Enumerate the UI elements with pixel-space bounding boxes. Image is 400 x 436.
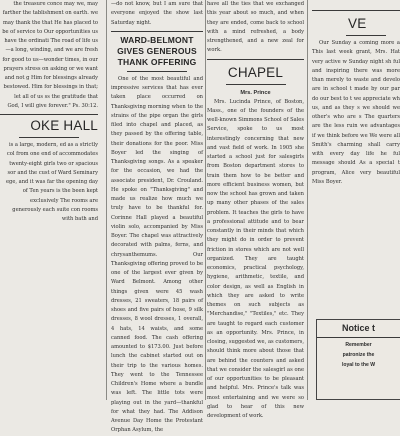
notice-line-1: Remember — [345, 342, 372, 348]
section-headline: VE — [348, 16, 367, 31]
column-rule — [106, 0, 107, 400]
article-headline-line-2: GIVES GENEROUS — [117, 45, 197, 56]
divider — [317, 337, 400, 338]
divider — [312, 10, 400, 11]
notice-box — [316, 319, 400, 400]
notice-line-2: patronize the — [342, 352, 375, 358]
column-rule — [205, 0, 206, 400]
divider — [111, 31, 203, 32]
divider — [346, 35, 386, 36]
column-3 — [207, 0, 304, 419]
notice-line-3: loyal to the W — [341, 362, 376, 368]
column-4-body: Our Sunday a coming more a This last week grant, Mrs. Hat very active w Sunday night sh ful and inspiring there was more than merely to waste and develo are in school t made by our par do our best to t we appreciate wh us, and as they s we should we other's who are s The quarters are the less ruin we advantages if we think before we We were all Smith's charming shall carry with every day life he ful message should As a special t program, Alice very beautiful Miss Boyer. — [312, 40, 400, 185]
article-byline: Mrs. Prince — [240, 89, 271, 96]
column-3-body: Mrs. Lucinda Prince, of Boston, Mass., one of the founders of the well-known Simmons School of Sales Service, spoke to us most interestingly concerning that new and vast field of work. In 1905 she started a school just for salesgirls from Boston department stores to train them how to be better and more efficient business women, but now the school has grown and taken up many other phases of the sales problem. It teaches the girls to have a professional attitude and to bear constantly in their minds that which they might do in order to prevent friction in stores which are not well organized. They are taught economics, practical psychology, hygiene, arithmetic, textile, and color design, as well as English in which they are asked to write themes on such subjects as "Merchandise," "Textiles," etc. They are taught to regard each customer as an opportunity. Mrs. Prince, in closing, suggested we, as customers, should think more about those that are behind the counters and asked that we consider the salesgirl as one of our opportunities to be pleasant and helpful. Mrs. Prince's talk was most entertaining and we were so glad to hear of this new development of work. — [207, 98, 304, 419]
section-headline: CHAPEL — [227, 64, 284, 80]
article-headline-line-1: WARD-BELMONT — [120, 34, 194, 45]
column-1 — [0, 0, 98, 400]
divider — [19, 137, 79, 138]
column-1-body: is a large, modern, ed as a strictly col from one end of accommodates twenty-eight girls two or spacious sor and the cust of Ward Seminary ege, and it was far the opening day of Ten years is the been kept exclusively The rooms are generously each suite con rooms with bath and — [5, 142, 98, 222]
divider — [226, 84, 286, 85]
column-rule — [307, 0, 308, 400]
column-1-top-text: the treasure conce may we, may farther the tablishment on earth. we may thank the that He has placed to be of service to Our opportunities us have the ordinati The road of life us—a long, winding, and we are fresh for good to us—wonder times, in our prayers stress on asking or we want and not g Him for blessings already bestowed. Him for blessings in that; let all of us ss the gratitude that — [2, 1, 98, 100]
divider — [127, 71, 187, 72]
divider — [0, 114, 98, 115]
column-1-signature: God, I will give forever." Ps. 30:12. — [7, 102, 98, 109]
column-2-top-text: —do not know, but I am sure that everyone enjoyed the show last Saturday night. — [111, 1, 203, 26]
notice-title: Notice t — [341, 323, 375, 333]
section-headline: OKE HALL — [30, 118, 98, 133]
column-2-body: One of the most beautiful and impressive services that has ever taken place occurred on Thanksgiving morning when to the strains of the pipe organ the girls filed into chapel and placed, as they passed by the offering table, their donations for the poor. Miss Boyer led the singing of Thanksgiving songs. As a speaker for the occasion, we had the associate president, Dr. Crouland. He spoke on "Thanksgiving" and made us realize how much we truly have to be thankful for. Corinne Hall played a beautiful violin solo, accompanied by Miss Boyer. The chapel was attractively decorated with palms, ferns, and chrysanthemums. Our Thanksgiving offering proved to be one of the largest ever given by Ward Belmont. Among other things given were 45 wash dresses, 21 sweaters, 18 pairs of shoes and five pairs of hose, 9 silk dresses, 8 wool dresses, 1 overall, 4 hats, 14 waists, and some canned food. The cash offering amounted to $173.00. Just before lunch the cabinet started out on their trip to the various homes. They went to the Tennessee Children's Home where a bundle was left. The little tots were playing out in the yard—thankful for what they had. The Addison Avenue Day Home the Protestant Orphan Asylum, the — [111, 75, 203, 434]
divider — [207, 59, 304, 60]
column-2 — [111, 0, 203, 434]
article-headline-line-3: THANK OFFERING — [117, 56, 197, 67]
column-3-top-text: have all the ties that we exchanged this year about so much, and when they are ended, come back to school with a mind refreshed, a body strengthened, and a new zeal for work. — [207, 1, 304, 54]
